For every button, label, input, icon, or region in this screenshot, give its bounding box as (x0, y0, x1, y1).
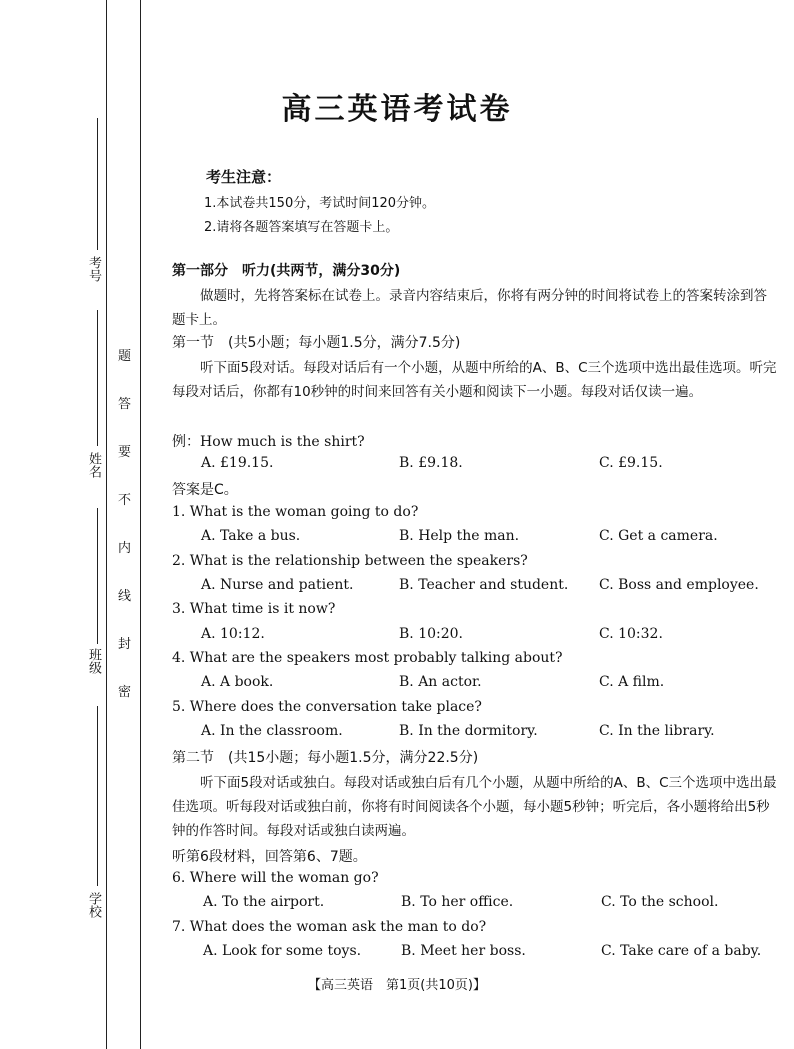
seal-char: 题 (118, 349, 132, 364)
question-option-c: C. 10:32. (599, 626, 663, 642)
question-option-b: B. Help the man. (399, 528, 520, 544)
seal-char: 答 (118, 397, 132, 412)
part-heading: 第一部分 听力(共两节，满分30分) (172, 263, 401, 279)
question-text: 7. What does the woman ask the man to do? (172, 919, 487, 935)
notice-heading: 考生注意： (206, 168, 282, 186)
question-text: 1. What is the woman going to do? (172, 504, 419, 520)
question-option-c: C. To the school. (601, 894, 719, 910)
question-option-a: A. To the airport. (203, 894, 325, 910)
question-option-b: B. Teacher and student. (399, 577, 569, 593)
binding-margin-line (106, 0, 107, 1049)
material-instruction: 听第6段材料，回答第6、7题。 (172, 849, 367, 865)
question-option-b: B. An actor. (399, 674, 482, 690)
question-text: 5. Where does the conversation take place? (172, 699, 482, 715)
field-line-school[interactable] (97, 706, 98, 886)
field-label-class: 班级 (86, 648, 101, 674)
binding-fold-line (140, 0, 141, 1049)
notice-item: 1.本试卷共150分，考试时间120分钟。 (204, 196, 436, 211)
seal-char: 内 (118, 541, 132, 556)
question-option-c: C. Boss and employee. (599, 577, 759, 593)
question-option-a: A. 10:12. (201, 626, 265, 642)
question-option-a: A. Take a bus. (201, 528, 301, 544)
example-answer: 答案是C。 (172, 482, 238, 498)
seal-char: 要 (118, 445, 132, 460)
question-option-c: C. A film. (599, 674, 665, 690)
page-footer: 【高三英语 第1页(共10页)】 (308, 978, 486, 993)
page-title: 高三英语考试卷 (281, 92, 513, 127)
example-option-c: C. £9.15. (599, 455, 663, 471)
question-text: 2. What is the relationship between the speakers? (172, 553, 528, 569)
question-option-c: C. Take care of a baby. (601, 943, 762, 959)
field-label-exam-number: 考号 (86, 256, 101, 282)
example-option-b: B. £9.18. (399, 455, 463, 471)
section-intro: 听下面5段对话。每段对话后有一个小题，从题中所给的A、B、C三个选项中选出最佳选项。听完每段对话后，你都有10秒钟的时间来回答有关小题和阅读下一小题。每段对话仅读一遍。 (172, 360, 777, 400)
field-line-exam-number[interactable] (97, 118, 98, 250)
section-intro: 听下面5段对话或独白。每段对话或独白后有几个小题，从题中所给的A、B、C三个选项中选出最佳选项。听每段对话或独白前，你将有时间阅读各个小题，每小题5秒钟；听完后，各小题将给出5秒钟的作答时间。每段对话或独白读两遍。 (172, 775, 777, 839)
question-option-b: B. Meet her boss. (401, 943, 526, 959)
field-line-name[interactable] (97, 310, 98, 446)
example-option-a: A. £19.15. (201, 455, 274, 471)
question-option-a: A. In the classroom. (201, 723, 343, 739)
question-text: 3. What time is it now? (172, 601, 336, 617)
question-option-a: A. Nurse and patient. (201, 577, 354, 593)
question-option-b: B. In the dormitory. (399, 723, 538, 739)
example-question: 例：How much is the shirt? (172, 434, 365, 450)
question-option-c: C. Get a camera. (599, 528, 718, 544)
question-option-a: A. Look for some toys. (203, 943, 362, 959)
seal-char: 密 (118, 685, 132, 700)
notice-item: 2.请将各题答案填写在答题卡上。 (204, 220, 399, 235)
question-option-c: C. In the library. (599, 723, 715, 739)
field-label-name: 姓名 (86, 452, 101, 478)
field-label-school: 学校 (86, 892, 101, 918)
section-heading: 第一节 (共5小题；每小题1.5分，满分7.5分) (172, 335, 461, 351)
question-text: 4. What are the speakers most probably talking about? (172, 650, 563, 666)
question-option-b: B. 10:20. (399, 626, 463, 642)
seal-char: 不 (118, 493, 132, 508)
section-heading: 第二节 (共15小题；每小题1.5分，满分22.5分) (172, 750, 479, 766)
question-text: 6. Where will the woman go? (172, 870, 379, 886)
seal-char: 线 (118, 589, 132, 604)
field-line-class[interactable] (97, 508, 98, 644)
question-option-b: B. To her office. (401, 894, 514, 910)
part-intro: 做题时，先将答案标在试卷上。录音内容结束后，你将有两分钟的时间将试卷上的答案转涂到答题卡上。 (172, 288, 767, 328)
seal-char: 封 (118, 637, 132, 652)
question-option-a: A. A book. (201, 674, 274, 690)
